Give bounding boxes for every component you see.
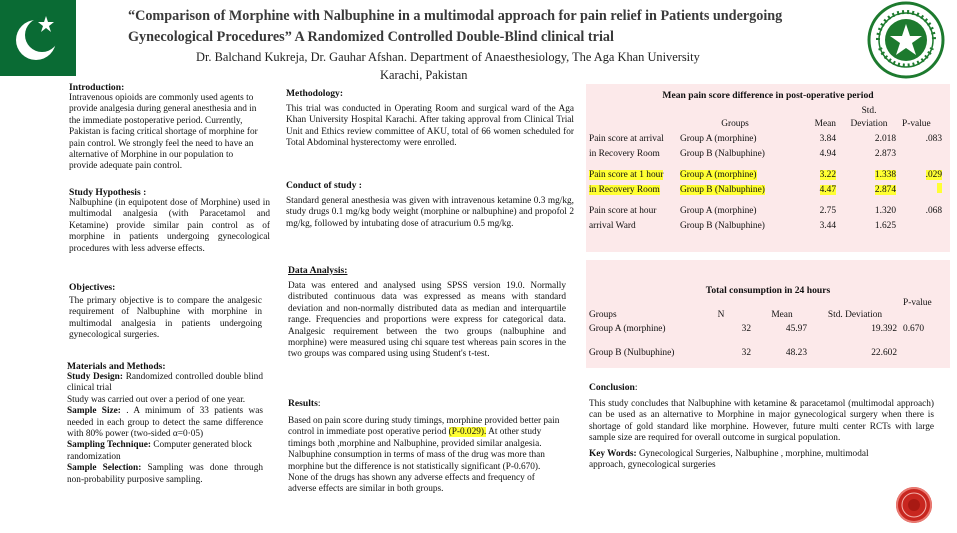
header-mean: Mean	[814, 119, 836, 129]
crescent-star-icon	[0, 0, 76, 76]
analysis-body: Data was entered and analysed using SPSS version 19.0. Normally distributed continuous data was expressed as means with standard deviation and non-normally distributed data as median and interquartile range. Frequencies and proportions were express for categorical data. Analgesic requirement between the two groups (nalbuphine and morphine) were measured using chi square test whereas pain scores in the two groups was compared using using Student's t-test.	[288, 281, 566, 360]
objectives-heading: Objectives:	[69, 282, 116, 293]
row-p	[899, 146, 945, 161]
sampling-technique-label: Sampling Technique:	[67, 440, 151, 451]
pain-row-6	[586, 218, 945, 233]
pain-table-header	[586, 117, 945, 131]
consumption-table-title: Total consumption in 24 hours	[705, 285, 831, 296]
results-pvalue-highlight: (P-0.029).	[448, 427, 487, 438]
header-std-top: Std.	[861, 106, 877, 116]
row-sd: 2.873	[874, 148, 896, 159]
row-group: Group A (morphine)	[680, 133, 757, 144]
seal-icon	[896, 487, 932, 523]
university-logo	[866, 0, 946, 80]
sample-selection-text: Sampling was done through non-probability purposive sampling.	[67, 463, 264, 485]
row-p	[900, 344, 946, 362]
objectives-section	[69, 282, 262, 342]
introduction-heading: Introduction:	[69, 82, 125, 93]
row-mean: 2.75	[819, 205, 836, 216]
conclusion-heading-line	[589, 382, 934, 393]
results-body-a: Based on pain score during study timings, morphine provided better pain control in immediate post operative period	[288, 416, 560, 438]
consumption-table-box	[586, 260, 950, 368]
consumption-row-1	[586, 320, 946, 338]
sample-selection-label: Sample Selection:	[67, 463, 142, 474]
pain-row-2	[586, 146, 945, 161]
row-sd: 19.392	[871, 324, 897, 334]
row-mean: 3.22	[819, 169, 836, 180]
study-design-label: Study Design:	[67, 372, 123, 382]
row-label: Pain score at hour	[589, 205, 657, 216]
authors: Dr. Balchand Kukreja, Dr. Gauhar Afshan. Department of Anaesthesiology, The Aga Khan University	[196, 50, 700, 64]
header-mean: Mean	[771, 310, 793, 320]
row-p	[899, 218, 945, 233]
sample-size	[67, 406, 263, 440]
pain-row-1	[586, 131, 945, 146]
header-pvalue: P-value	[903, 298, 932, 308]
row-group: Group A (morphine)	[680, 169, 757, 180]
results-body-b: At other study timings both ,morphine and Nalbuphine, provided similar analgesia. Nalbuphine consumption in terms of mass of the drug was more than morphine but the difference is not statistically significant (P-0.670). None of the drugs has shown any adverse effects and frequency of adverse effects are similar in both groups.	[288, 427, 545, 495]
row-group: Group A (morphine)	[680, 205, 757, 216]
title-line-1: “Comparison of Morphine with Nalbuphine in a multimodal approach for pain relief in Patients undergoing	[128, 8, 783, 24]
study-design-text: Randomized controlled double blind clinical trial	[67, 372, 263, 394]
consumption-table	[586, 298, 946, 362]
sample-selection	[67, 463, 263, 486]
materials-heading: Materials and Methods:	[67, 361, 166, 372]
university-crest-icon	[866, 0, 946, 80]
conclusion-section	[589, 382, 934, 471]
header-std-bottom: Deviation	[850, 119, 888, 129]
row-label: in Recovery Room	[589, 148, 660, 159]
row-label: Pain score at 1 hour	[589, 169, 664, 180]
hypothesis-heading: Study Hypothesis :	[69, 187, 147, 198]
header-sd: Std. Deviation	[827, 310, 883, 320]
introduction-body: Intravenous opioids are commonly used agents to provide analgesia during general anesthesia and in the immediate postoperative period. Currently, Pakistan is facing critical shortage of morphine for pain control. We strongly feel the need to have an alternative of Morphine in our population to provide adequate pain control.	[69, 93, 258, 172]
conclusion-body: This study concludes that Nalbuphine with ketamine & paracetamol (multimodal approach) can be used as an alternative to Morphine in major gynecological surgery when there is shortage of gold standard like morphine. However, future multi center RCTs with large sample size are required for overall outcome in surgical population.	[589, 399, 934, 444]
sample-size-label: Sample Size:	[67, 406, 121, 417]
analysis-heading: Data Analysis:	[288, 265, 348, 276]
methodology-body: This trial was conducted in Operating Room and surgical ward of the Aga Khan University Hospital Karachi. After taking approval from Clinical Trial Unit and Ethics review committee of AKU, total of 66 women scheduled for Total Abdominal hysterectomy were enrolled.	[286, 104, 574, 149]
row-sd: 1.320	[874, 205, 896, 216]
methodology-section	[286, 88, 574, 150]
header-pvalue: P-value	[902, 119, 931, 129]
pain-row-3-highlighted	[586, 167, 945, 182]
results-section	[288, 398, 560, 496]
row-group: Group B (Nalbuphine)	[680, 184, 765, 195]
consumption-table-header	[586, 298, 946, 320]
study-period: Study was carried out over a period of one year.	[67, 394, 246, 405]
row-group: Group A (morphine)	[589, 324, 666, 334]
methodology-heading: Methodology:	[286, 88, 344, 99]
row-sd: 1.338	[874, 169, 896, 180]
objectives-body: The primary objective is to compare the analgesic requirement of Nalbuphine with morphine in multimodal analgesia in patients undergoing gynecological surgeries.	[69, 296, 262, 341]
row-mean: 4.94	[819, 148, 836, 159]
row-mean: 45.97	[785, 324, 807, 334]
hypothesis-body: Nalbuphine (in equipotent dose of Morphine) used in multimodal analgesia (with Paracetamol and Ketamine) provide similar pain control as of morphine in patients undergoing gynecological procedures with less adverse effects.	[69, 198, 270, 254]
row-mean: 48.23	[785, 348, 807, 358]
title-line-2: Gynecological Procedures” A Randomized Controlled Double-Blind clinical trial	[128, 29, 614, 45]
row-label: in Recovery Room	[589, 184, 660, 195]
row-p: .068	[925, 205, 942, 216]
row-label: Pain score at arrival	[589, 133, 664, 144]
results-heading-line	[288, 398, 560, 409]
seal-ring-icon	[896, 487, 932, 523]
row-mean: 3.84	[819, 133, 836, 144]
materials-section	[67, 361, 263, 486]
row-mean: 3.44	[819, 220, 836, 231]
pain-table-title: Mean pain score difference in post-operative period	[662, 90, 874, 101]
results-heading-colon: :	[317, 398, 321, 409]
row-p: .083	[925, 133, 942, 144]
conduct-section	[286, 180, 574, 230]
row-mean: 4.47	[819, 184, 836, 195]
row-label: arrival Ward	[589, 220, 636, 231]
pain-table-header-top	[586, 105, 945, 117]
header-groups: Groups	[589, 310, 617, 320]
poster-title	[128, 6, 848, 48]
conclusion-heading-colon: :	[634, 382, 638, 393]
pakistan-flag	[0, 0, 76, 76]
hypothesis-section	[69, 187, 270, 255]
row-group: Group B (Nulbuphine)	[589, 348, 675, 358]
header-groups: Groups	[721, 119, 749, 129]
analysis-section	[288, 265, 566, 361]
row-group: Group B (Nalbuphine)	[680, 220, 765, 231]
conduct-heading: Conduct of study :	[286, 180, 362, 191]
row-p: 0.670	[903, 324, 925, 334]
row-sd: 1.625	[874, 220, 896, 231]
conclusion-heading: Conclusion	[589, 382, 635, 393]
keywords	[589, 449, 889, 472]
sample-size-text: . A minimum of 33 patients was needed in each group to detect the same difference with 80% power (two-sided α=0·05)	[67, 406, 263, 440]
sampling-technique-text: Computer generated block randomization	[67, 440, 252, 462]
row-n: 32	[741, 324, 751, 334]
pain-score-table	[586, 105, 945, 233]
highlight-mark	[937, 183, 942, 193]
study-design	[67, 372, 263, 395]
row-sd: 2.018	[874, 133, 896, 144]
pain-row-5	[586, 203, 945, 218]
location: Karachi, Pakistan	[380, 68, 468, 82]
row-n: 32	[741, 348, 751, 358]
header-n: N	[717, 310, 725, 320]
introduction-section	[69, 82, 262, 173]
row-sd: 22.602	[871, 348, 897, 358]
pain-row-4-highlighted	[586, 182, 945, 197]
keywords-label: Key Words:	[589, 448, 637, 459]
keywords-text: Gynecological Surgeries, Nalbuphine , morphine, multimodal approach, gynecological surgeries	[589, 448, 869, 471]
sampling-technique	[67, 440, 263, 463]
row-p: .029	[925, 169, 942, 180]
row-sd: 2.874	[874, 184, 896, 195]
consumption-row-2	[586, 344, 946, 362]
conduct-body: Standard general anesthesia was given with intravenous ketamine 0.3 mg/kg, study drugs 0.1 mg/kg body weight (morphine or nalbuphine) and propofol 2 mg/kg, followed by intubating dose of atracurium 0.5 mg/kg.	[286, 196, 574, 229]
results-heading: Results	[288, 398, 318, 409]
row-group: Group B (Nalbuphine)	[680, 148, 765, 159]
results-body	[288, 416, 560, 496]
pain-score-table-box	[586, 84, 950, 252]
